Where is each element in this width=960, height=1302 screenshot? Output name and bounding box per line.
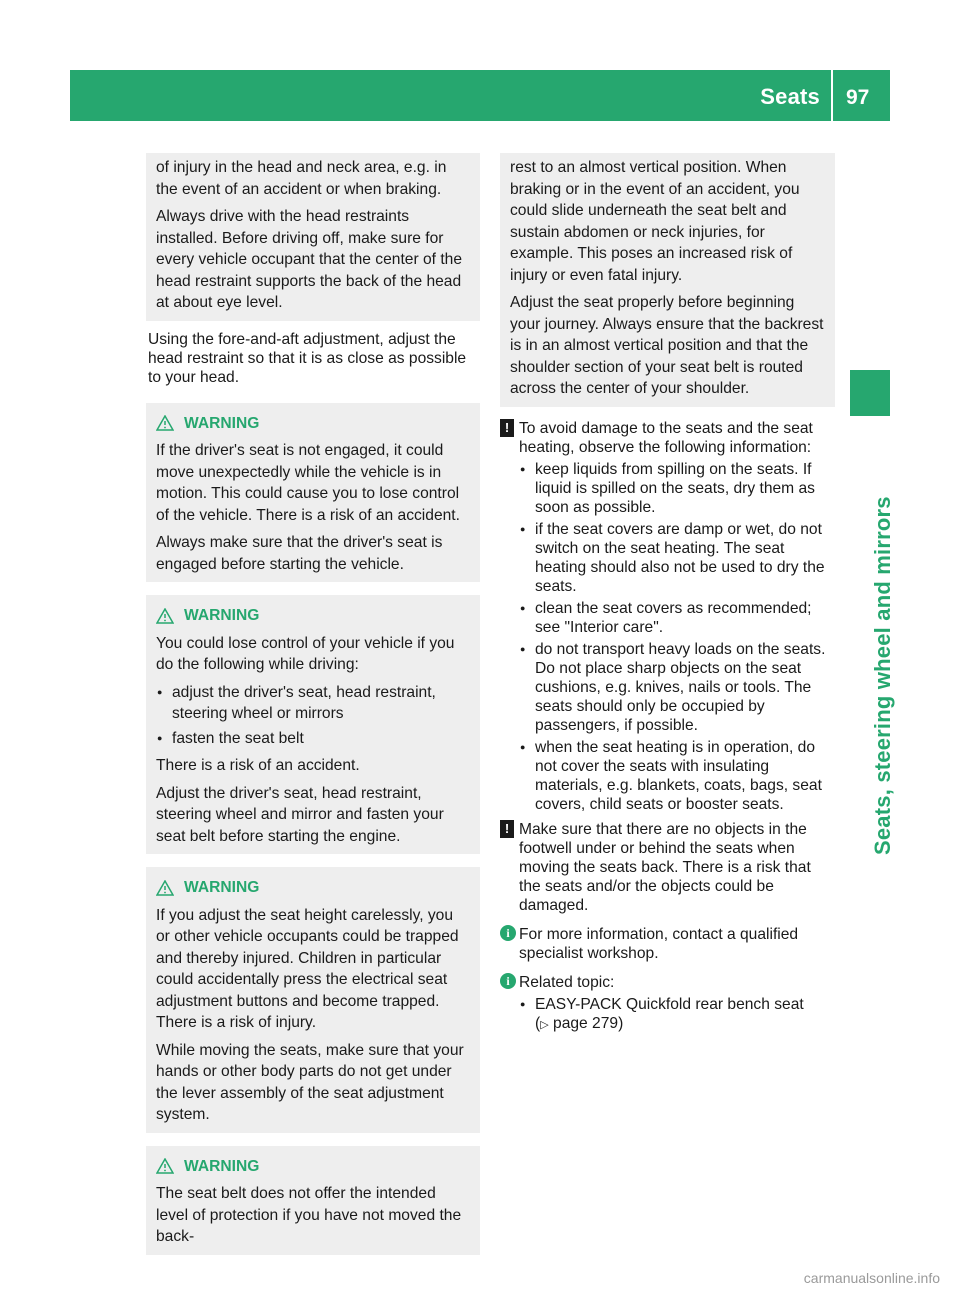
paragraph: While moving the seats, make sure that your hands or other body parts do not get under the lever assembly of the seat adjustment system. [156,1041,464,1123]
warning-label: WARNING [184,414,260,432]
left-column [146,153,480,1255]
warning-triangle-icon [156,415,174,431]
warning-label: WARNING [184,879,260,896]
warning-heading [156,605,470,627]
list-item: ● do not transport heavy loads on the seats. Do not place sharp objects on the seat cushions, e.g. knives, nails or tools. The seats should only be occupied by passengers, if possible. [519,640,835,735]
info-icon: i [500,973,516,989]
paragraph: Using the fore-and-aft adjustment, adjust the head restraint so that it is as close as possible to your head. [148,330,467,386]
list-item: ● EASY-PACK Quickfold rear bench seat (▷ page 279) [519,995,835,1035]
header-divider [831,70,833,121]
paragraph: You could lose control of your vehicle if you do the following while driving: [156,634,455,673]
damage-note [500,820,835,915]
paragraph: If the driver's seat is not engaged, it could move unexpectedly while the vehicle is in motion. This could cause you to lose control of the vehicle. There is a risk of an accident. [156,442,460,524]
watermark: carmanualsonline.info [803,1270,940,1286]
damage-note [500,419,835,814]
warning-box-continued [500,153,835,407]
paragraph: The seat belt does not offer the intended level of protection if you have not moved the back- [156,1185,462,1245]
warning-triangle-icon [156,608,174,624]
warning-box [146,1146,480,1255]
paragraph: Adjust the driver's seat, head restraint, steering wheel and mirror and fasten your seat belt before starting the engine. [156,784,444,845]
note-paragraph [500,820,835,915]
side-tab [850,370,890,416]
paragraph: If you adjust the seat height carelessly, you or other vehicle occupants could be trapped and thereby injured. Children in particular could accidentally press the electrical seat adjustment buttons and become trapped. There is a risk of injury. [156,906,459,1031]
warning-label: WARNING [184,607,260,624]
page-arrow-icon: ▷ [540,1018,549,1031]
paragraph: Always drive with the head restraints installed. Before driving off, make sure for every vehicle occupant that the center of the head restraint supports the back of the head at about eye level. [156,208,462,311]
info-note [500,925,835,963]
warning-box [146,867,480,1133]
note-text: To avoid damage to the seats and the seat heating, observe the following information: [519,419,813,456]
list-item: ● if the seat covers are damp or wet, do not switch on the seat heating. The seat heating should also not be used to dry the seats. [519,520,835,596]
paragraph: of injury in the head and neck area, e.g. in the event of an accident or when braking. [156,159,447,198]
warning-heading [156,1156,470,1178]
paragraph: Always make sure that the driver's seat is engaged before starting the vehicle. [156,534,443,573]
bullet-list [519,995,835,1035]
note-paragraph [500,925,835,963]
note-text: For more information, contact a qualified specialist workshop. [519,925,799,962]
list-item: ● keep liquids from spilling on the seats. If liquid is spilled on the seats, dry them as soon as possible. [519,460,835,517]
paragraph: Adjust the seat properly before beginning your journey. Always ensure that the backrest is in an almost vertical position and that the shoulder section of your seat belt is routed across the center of your shoulder. [510,294,824,397]
warning-triangle-icon [156,1158,174,1174]
note-text: Make sure that there are no objects in the footwell under or behind the seats when moving the seats back. There is a risk that the seats and/or the objects could be damaged. [519,820,811,914]
paragraph: There is a risk of an accident. [156,757,360,774]
warning-triangle-icon [156,880,174,896]
warning-box [146,595,480,854]
info-note [500,973,835,1035]
list-item: ● adjust the driver's seat, head restraint, steering wheel or mirrors [156,682,470,725]
note-paragraph [500,973,835,992]
list-item: ● fasten the seat belt [156,728,470,750]
page-number: 97 [846,86,870,109]
warning-box [146,403,480,583]
warning-heading [156,413,470,435]
warning-label: WARNING [184,1157,260,1175]
warning-heading [156,877,470,899]
chapter-label: Seats, steering wheel and mirrors [870,496,895,855]
bullet-list [156,682,470,750]
related-topic-title: EASY-PACK Quickfold rear bench seat [535,995,804,1013]
right-column [500,153,835,1041]
info-box-continued [146,153,480,321]
bullet-list [519,460,835,814]
note-text: Related topic: [519,973,615,991]
page-reference-link[interactable]: page 279 [553,1014,619,1032]
info-icon: i [500,925,516,941]
note-paragraph [500,419,835,457]
paragraph: rest to an almost vertical position. When braking or in the event of an accident, you could slide underneath the seat belt and sustain abdomen or neck injuries, for example. This poses an increased risk of injury or even fatal injury. [510,159,800,284]
list-item: ● when the seat heating is in operation, do not cover the seats with insulating materials, e.g. blankets, coats, bags, seat covers, child seats or booster seats. [519,738,835,814]
exclamation-icon: ! [500,419,514,437]
section-title: Seats [760,84,820,109]
exclamation-icon: ! [500,820,514,838]
list-item: ● clean the seat covers as recommended; see "Interior care". [519,599,835,637]
